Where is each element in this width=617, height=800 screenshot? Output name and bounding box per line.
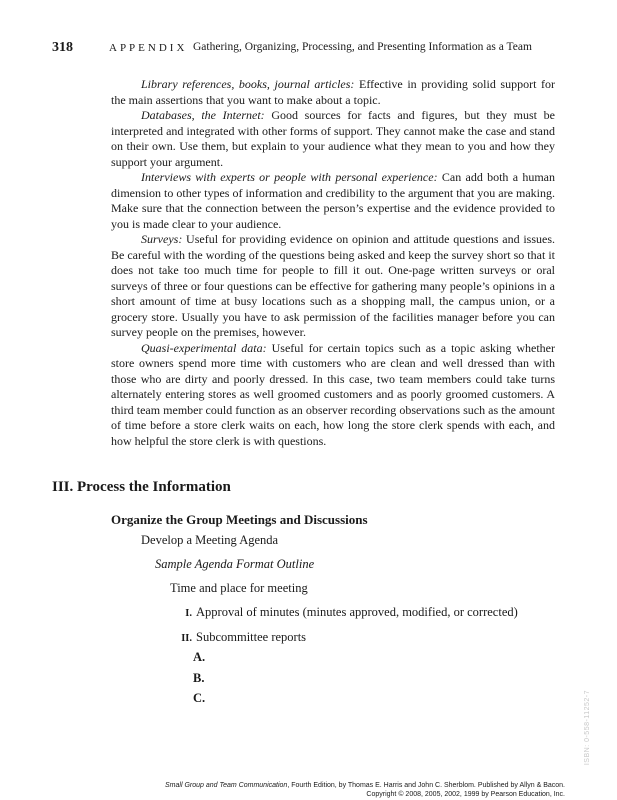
body-text <box>111 77 555 449</box>
isbn-watermark: ISBN: 0-558-11252-7 <box>584 690 591 766</box>
paragraph-surveys <box>111 232 555 341</box>
paragraph-lead: Surveys: <box>141 232 183 246</box>
paragraph-databases <box>111 108 555 170</box>
paragraph-interviews <box>111 170 555 232</box>
outline-letter: C. <box>193 691 206 705</box>
paragraph-text: Useful for certain topics such as a topic asking whether store owners spend more time with customers who are clean and well dressed than with those who are dirty and poorly dressed. In this case, two team members could take turns alternately entering stores as well groomed customers and as poorly groomed customers. A third team member could function as an observer recording observations such as the amount of time before a store clerk waits on each, how long the store clerk spends with each, and how helpful the store clerk is with questions. <box>111 340 555 448</box>
outline-letter: B. <box>193 671 205 685</box>
outline-level2: Sample Agenda Format Outline <box>155 557 315 571</box>
paragraph-lead: Interviews with experts or people with personal experience: <box>141 170 438 184</box>
outline-item <box>176 630 306 645</box>
outline-item-number: II. <box>181 633 192 644</box>
outline-item <box>176 605 518 620</box>
outline-letter: A. <box>193 650 206 664</box>
footer <box>95 781 565 799</box>
paragraph-text: Good sources for facts and figures, but they must be interpreted and integrated with other forms of support. They cannot make the case and stand on their own. Use them, but explain to your audience what they mean to you and how they support your argument. <box>111 108 555 169</box>
footer-copyright: Copyright © 2008, 2005, 2002, 1999 by Pearson Education, Inc. <box>366 791 565 798</box>
running-title: Gathering, Organizing, Processing, and Presenting Information as a Team <box>193 41 532 53</box>
footer-publisher: , Fourth Edition, by Thomas E. Harris and John C. Sherblom. Published by Allyn & Bacon. <box>287 782 565 789</box>
appendix-label: APPENDIX <box>109 42 188 54</box>
outline-level3: Time and place for meeting <box>170 581 308 595</box>
paragraph-lead: Library references, books, journal articles: <box>141 77 355 91</box>
footer-line-1 <box>95 781 565 790</box>
outline-item-text: Subcommittee reports <box>196 630 307 644</box>
paragraph-text: Useful for providing evidence on opinion and attitude questions and issues. Be careful with the wording of the questions being asked and keep the survey short so that it does not take too much time for people to fill it out. One-page written surveys or oral surveys of three or four questions can be effective for gathering many people’s opinions in a short amount of time at busy locations such as a shopping mall, the campus union, or a grocery store. Usually you have to ask permission of the facilities manager before you can survey people on the premises, however. <box>111 232 555 339</box>
paragraph-lead: Quasi-experimental data: <box>141 340 267 355</box>
paragraph-library <box>111 77 555 108</box>
paragraph-text: Effective in providing solid support for the main assertions that you want to make about a topic. <box>111 77 555 107</box>
section-heading: III. Process the Information <box>52 479 231 495</box>
paragraph-lead: Databases, the Internet: <box>141 108 265 122</box>
paragraph-text: Can add both a human dimension to other types of information and credibility to the argument that you are making. Make sure that the connection between the person’s expertise and the evidence provided to you is made clear to your audience. <box>111 170 555 231</box>
outline-level1: Develop a Meeting Agenda <box>141 533 279 547</box>
footer-book-title: Small Group and Team Communication <box>165 782 288 789</box>
outline-item-text: Approval of minutes (minutes approved, modified, or corrected) <box>196 605 518 619</box>
paragraph-quasi-experimental <box>111 341 555 450</box>
subheading: Organize the Group Meetings and Discussions <box>111 512 368 527</box>
outline-item-number: I. <box>185 608 192 619</box>
page-number: 318 <box>52 40 73 55</box>
